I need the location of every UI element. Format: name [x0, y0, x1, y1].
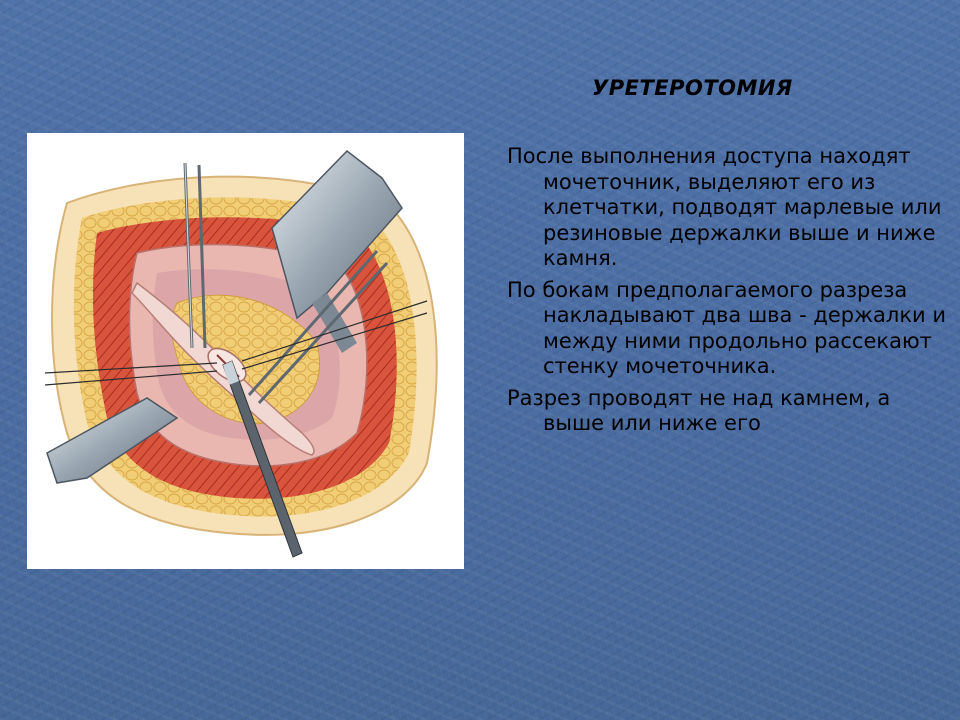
paragraph-1: После выполнения доступа находят мочеточник, выделяют его из клетчатки, подводят марлевые или резиновые держалки выше и ниже камня.	[507, 144, 942, 270]
paragraph-2: По бокам предполагаемого разреза накладывают два шва - держалки и между ними продольно рассекают стенку мочеточника.	[507, 277, 946, 378]
ureterotomy-illustration	[27, 133, 464, 569]
slide-title: УРЕТЕРОТОМИЯ	[592, 76, 793, 100]
surgical-illustration-svg	[27, 133, 464, 569]
slide-body	[507, 144, 947, 443]
paragraph-3: Разрез проводят не над камнем, а выше или ниже его	[507, 385, 891, 435]
